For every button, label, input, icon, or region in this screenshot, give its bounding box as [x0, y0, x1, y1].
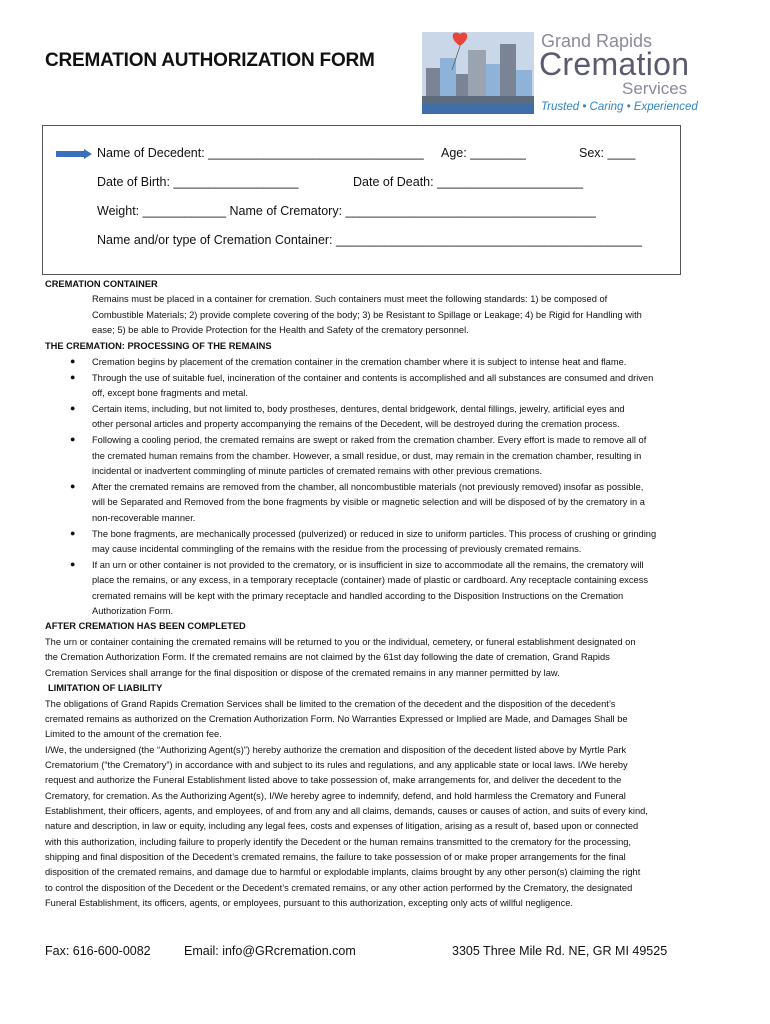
paragraph-line: Crematory, for cremation. As the Authorizing Agent(s), I/We hereby agree to indemnify, defend, and hold harmless the Crematory and Funeral: [45, 791, 626, 801]
section-heading-after: AFTER CREMATION HAS BEEN COMPLETED: [45, 621, 246, 631]
list-item: non-recoverable manner.: [92, 513, 196, 523]
paragraph-line: nature and description, in law or equity, including any legal fees, costs and expenses of litigation, arising as a result of, based upon or connected: [45, 821, 639, 831]
list-item: other personal articles and property accompanying the remains of the Decedent, will be destroyed during the cremation process.: [92, 419, 620, 429]
list-item: off, except bone fragments and metal.: [92, 388, 248, 398]
container-type-field[interactable]: Name and/or type of Cremation Container: ____________________________________________: [97, 233, 642, 247]
paragraph-line: Remains must be placed in a container for cremation. Such containers must meet the following standards: 1) be composed of: [92, 294, 608, 304]
paragraph-line: shipping and final disposition of the Decedent’s cremated remains, the failure to take possession of or make proper arrangements for the final: [45, 852, 626, 862]
paragraph-line: with this authorization, including failure to properly identify the Decedent or the human remains transmitted to the crematory for the processing,: [45, 837, 632, 847]
list-item: place the remains, or any excess, in a temporary receptacle (container) made of plastic or cardboard. Any receptacle containing excess: [92, 575, 649, 585]
bullet-icon: ●: [70, 559, 76, 569]
bullet-icon: ●: [70, 403, 76, 413]
paragraph-line: Funeral Establishment, its officers, agents, or employees, pursuant to this authorization, excepting only acts of willful negligence.: [45, 898, 573, 908]
arrow-right-icon: [56, 149, 92, 159]
logo-tagline: Trusted • Caring • Experienced: [541, 101, 698, 113]
list-item: The bone fragments, are mechanically processed (pulverized) or reduced in size to uniform particles. This process of crushing or grinding: [92, 529, 657, 539]
list-item: If an urn or other container is not provided to the crematory, or is insufficient in size to accommodate all the remains, the crematory will: [92, 560, 644, 570]
paragraph-line: Combustible Materials; 2) provide complete covering of the body; 3) be Resistant to Spillage or Leakage; 4) be Rigid for Handling with: [92, 310, 642, 320]
paragraph-line: I/We, the undersigned (the “Authorizing Agent(s)”) hereby authorize the cremation and disposition of the decedent listed above by Myrtle Park: [45, 745, 627, 755]
page-title: CREMATION AUTHORIZATION FORM: [45, 50, 375, 71]
logo-text-line1: Grand Rapids: [541, 31, 653, 51]
logo-text-line2: Cremation: [539, 46, 690, 82]
list-item: Cremation begins by placement of the cremation container in the cremation chamber where it is subject to intense heat and flame.: [92, 357, 627, 367]
section-heading-container: CREMATION CONTAINER: [45, 279, 158, 289]
bullet-icon: ●: [70, 434, 76, 444]
weight-crematory-field[interactable]: Weight: ____________ Name of Crematory: ____________________________________: [97, 204, 596, 218]
logo-text-line3: Services: [622, 79, 688, 98]
list-item: Certain items, including, but not limited to, body prostheses, dentures, dental bridgework, dental fillings, jewelry, artificial eyes and: [92, 404, 625, 414]
list-item: the cremated human remains from the chamber. However, a small residue, or dust, may remain in the cremation chamber, resulting in: [92, 451, 642, 461]
paragraph-line: cremated remains as authorized on the Cremation Authorization Form. No Warranties Expressed or Implied are Made, and Damages Shall be: [45, 714, 628, 724]
paragraph-line: The urn or container containing the cremated remains will be returned to you or the individual, cemetery, or funeral establishment designated on: [45, 637, 636, 647]
footer-address: 3305 Three Mile Rd. NE, GR MI 49525: [452, 944, 668, 958]
date-of-birth-field[interactable]: Date of Birth: __________________: [97, 175, 299, 189]
list-item: Following a cooling period, the cremated remains are swept or raked from the cremation chamber. Every effort is made to remove all of: [92, 435, 647, 445]
list-item: Authorization Form.: [92, 606, 174, 616]
footer-fax: Fax: 616-600-0082: [45, 944, 151, 958]
list-item: may cause incidental commingling of the remains with the residue from the processing of previously cremated remains.: [92, 544, 582, 554]
paragraph-line: The obligations of Grand Rapids Cremation Services shall be limited to the cremation of the decedent and the disposition of the decedent’s: [45, 699, 616, 709]
paragraph-line: Cremation Services shall arrange for the final disposition or dispose of the cremated remains in any manner permitted by law.: [45, 668, 560, 678]
paragraph-line: disposition of the cremated remains, and damage due to harmful or explodable implants, claims brought by any other person(s) claiming the right: [45, 867, 641, 877]
paragraph-line: to control the disposition of the Decedent or the Decedent’s cremated remains, or any other action performed by the Crematory, the designated: [45, 883, 633, 893]
paragraph-line: Crematorium (“the Crematory”) in accordance with and subject to its rules and regulations, and any applicable state or local laws. I/We hereby: [45, 760, 628, 770]
paragraph-line: Establishment, their officers, agents, and employees, of and from any and all claims, demands, causes or causes of action, and suits of every kind,: [45, 806, 648, 816]
sex-field[interactable]: Sex: ____: [579, 146, 636, 160]
bullet-icon: ●: [70, 528, 76, 538]
age-field[interactable]: Age: ________: [441, 146, 526, 160]
date-of-death-field[interactable]: Date of Death: _____________________: [353, 175, 584, 189]
bullet-icon: ●: [70, 372, 76, 382]
decedent-name-field[interactable]: Name of Decedent: _______________________________: [97, 146, 424, 160]
list-item: will be Separated and Removed from the bone fragments by visible or magnetic selection and will be disposed of by the crematory in a: [92, 497, 645, 507]
list-item: After the cremated remains are removed from the chamber, all noncombustible materials (not previously removed) insofar as possible,: [92, 482, 644, 492]
paragraph-line: ease; 5) be able to Provide Protection for the Health and Safety of the crematory personnel.: [92, 325, 469, 335]
section-heading-processing: THE CREMATION: PROCESSING OF THE REMAINS: [45, 341, 272, 351]
bullet-icon: ●: [70, 356, 76, 366]
list-item: incidental or inadvertent commingling of minute particles of cremated remains with other previous cremations.: [92, 466, 543, 476]
paragraph-line: the Cremation Authorization Form. If the cremated remains are not claimed by the 61st day following the date of cremation, Grand Rapids: [45, 652, 610, 662]
list-item: Through the use of suitable fuel, incineration of the container and contents is accomplished and all substances are consumed and driven: [92, 373, 654, 383]
section-heading-liability: LIMITATION OF LIABILITY: [48, 683, 163, 693]
list-item: cremated remains will be kept with the primary receptacle and handled according to the Disposition Instructions on the Cremation: [92, 591, 624, 601]
footer-email[interactable]: Email: info@GRcremation.com: [184, 944, 356, 958]
paragraph-line: request and authorize the Funeral Establishment listed above to take possession of, make arrangements for, and deliver the decedent to the: [45, 775, 622, 785]
paragraph-line: Limited to the amount of the cremation fee.: [45, 729, 222, 739]
bullet-icon: ●: [70, 481, 76, 491]
